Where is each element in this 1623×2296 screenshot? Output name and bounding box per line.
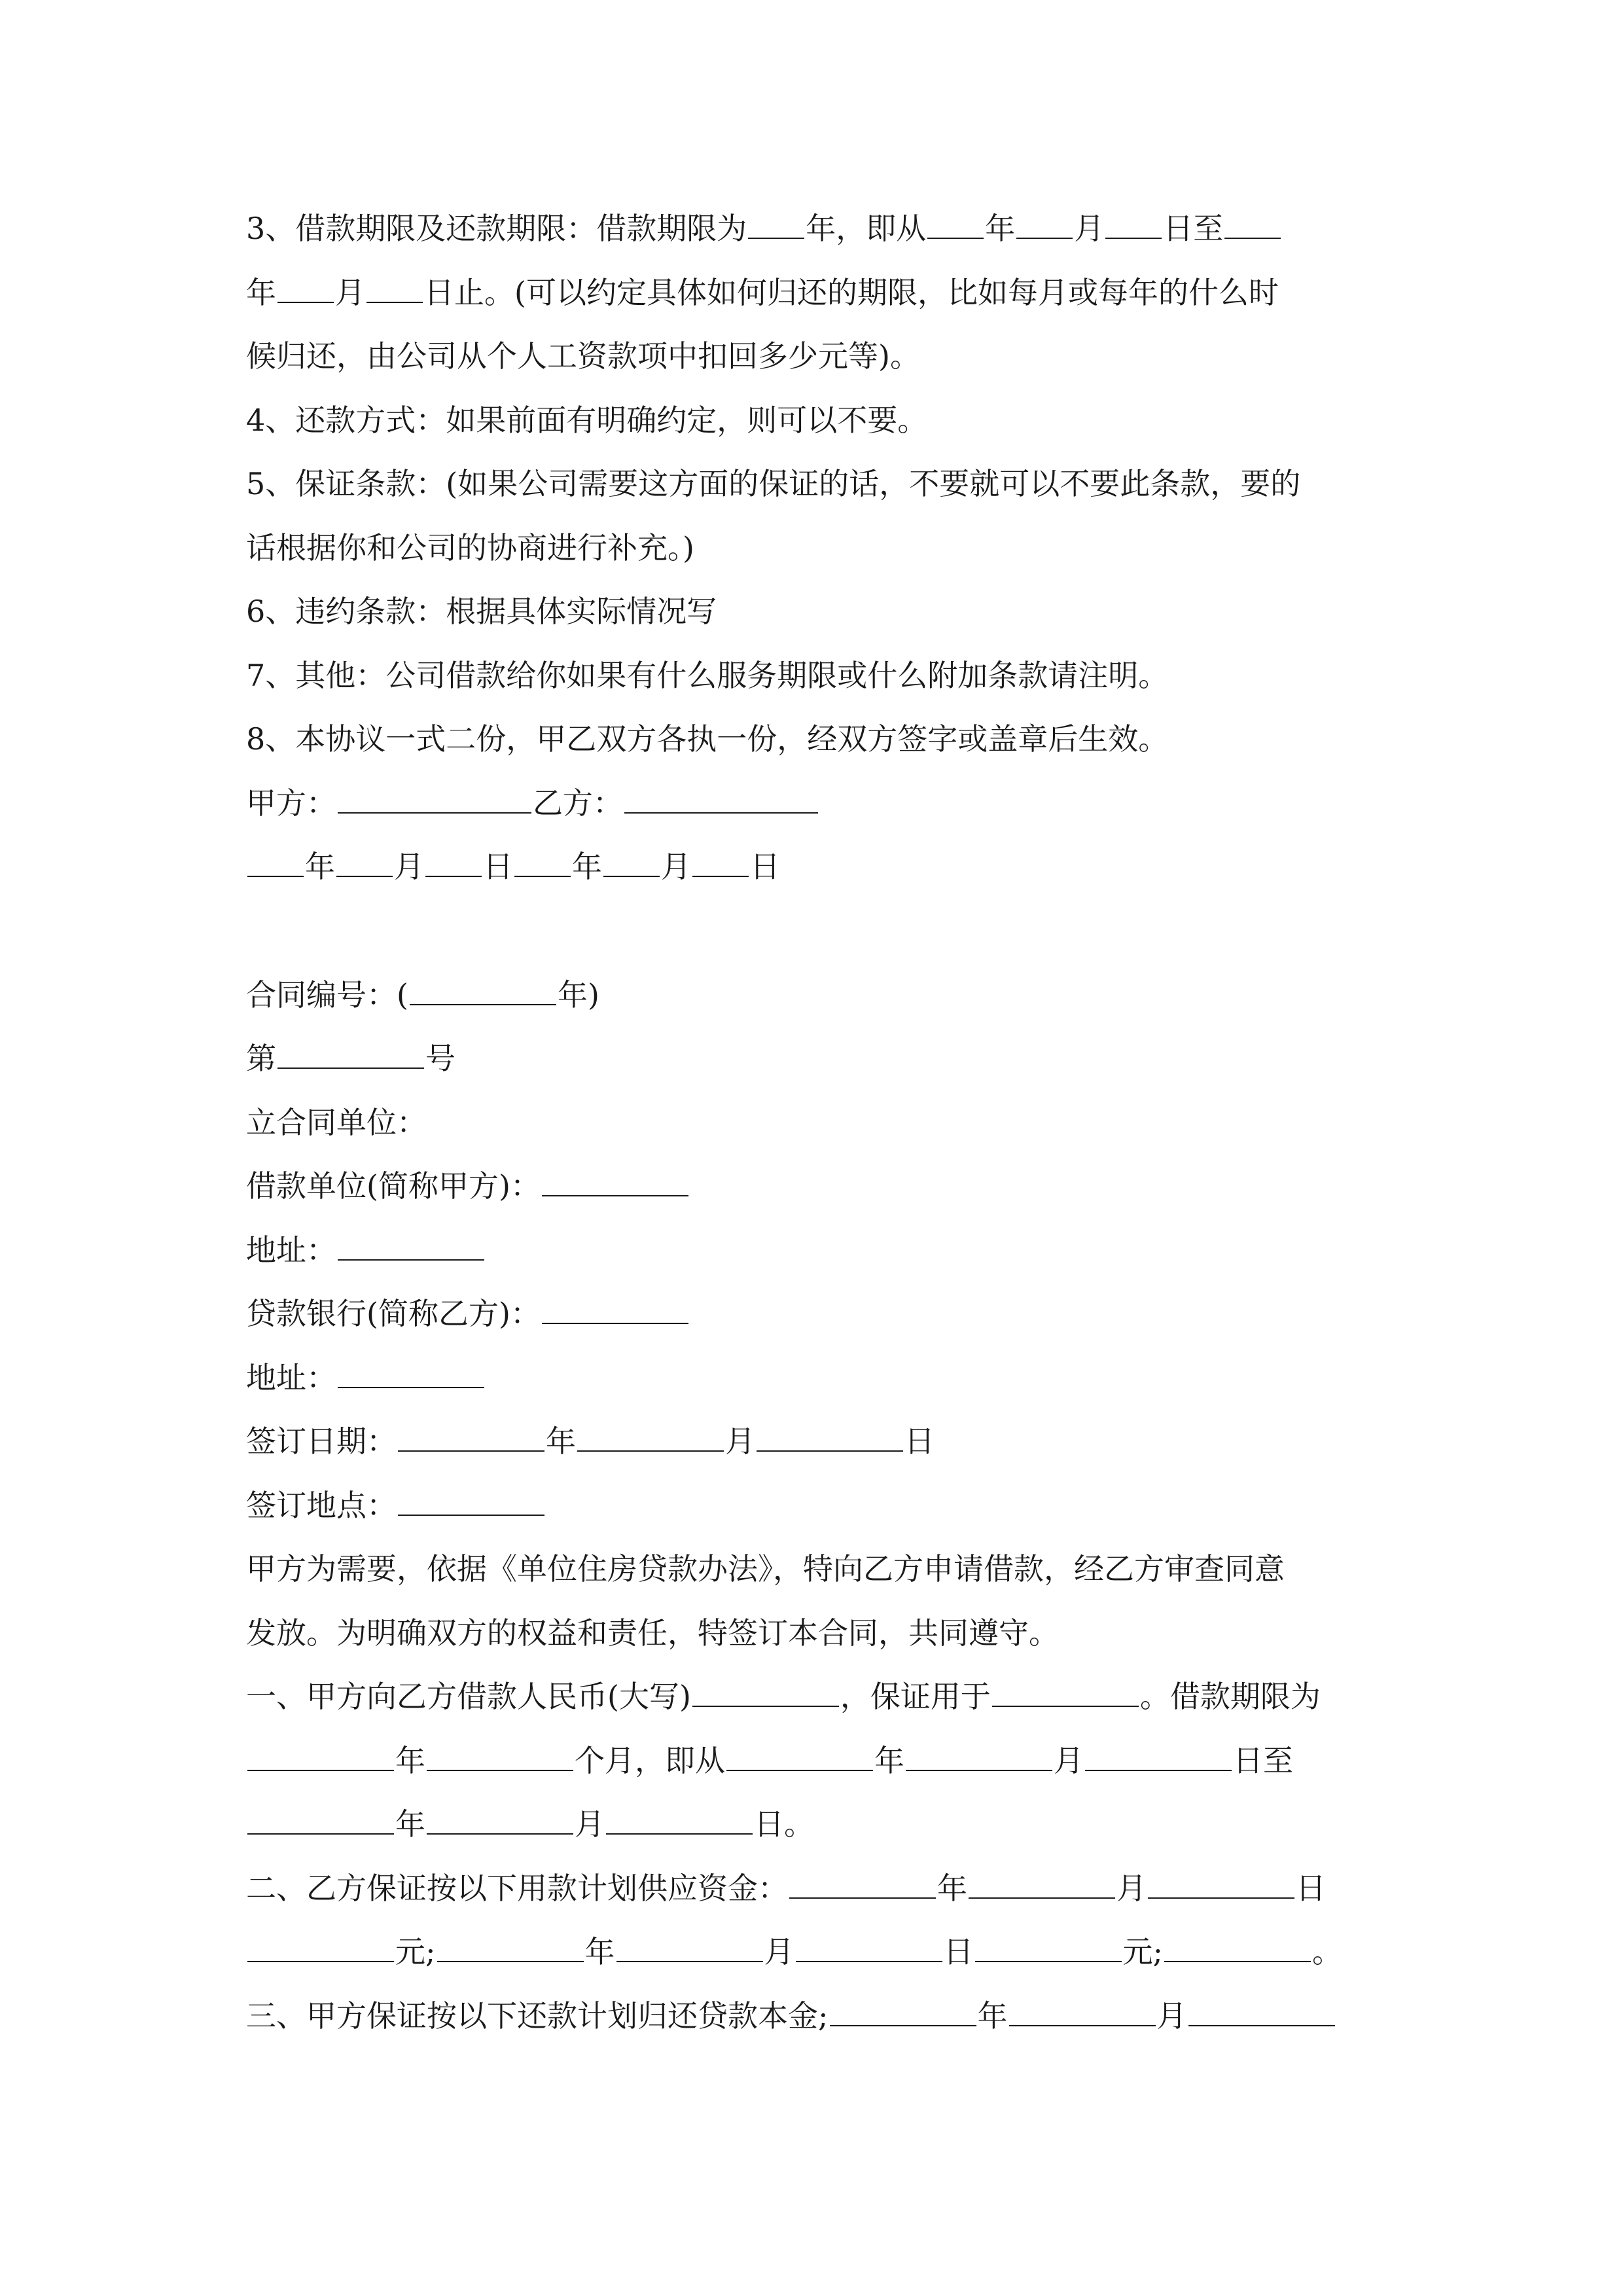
blank-field[interactable]	[606, 1802, 753, 1835]
text-segment: 月	[1156, 1998, 1187, 2034]
party-b-field[interactable]	[624, 781, 818, 814]
blank-field[interactable]	[366, 270, 423, 303]
blank-field[interactable]	[692, 844, 749, 877]
text-segment: 一、甲方向乙方借款人民币(大写)	[246, 1679, 691, 1714]
clause1-line2	[246, 1735, 1378, 1799]
text-segment: 7、其他：公司借款给你如果有什么服务期限或什么附加条款请注明。	[246, 657, 1169, 693]
blank-field[interactable]	[603, 844, 660, 877]
text-segment: 月	[725, 1424, 755, 1459]
party-a-field[interactable]	[338, 781, 531, 814]
blank-field[interactable]	[425, 844, 482, 877]
borrower-address-field[interactable]	[338, 1228, 484, 1261]
text-segment: 贷款银行(简称乙方)：	[246, 1296, 541, 1331]
lender-field[interactable]	[542, 1291, 688, 1324]
text-segment: 话根据你和公司的协商进行补充。)	[246, 529, 694, 565]
blank-field[interactable]	[906, 1738, 1052, 1771]
text-segment: 地址：	[246, 1359, 336, 1395]
text-segment: 月	[1074, 211, 1105, 246]
borrower-address-line	[246, 1225, 1378, 1289]
item5-line2	[246, 522, 1378, 586]
text-segment: 年，即从	[806, 211, 927, 246]
text-segment: 日	[1296, 1870, 1326, 1906]
blank-field[interactable]	[437, 1929, 584, 1962]
text-segment: 第	[246, 1041, 276, 1076]
text-segment: 月	[1054, 1742, 1084, 1778]
blank-field[interactable]	[796, 1929, 942, 1962]
lender-line	[246, 1288, 1378, 1352]
borrower-line	[246, 1160, 1378, 1225]
lender-address-line	[246, 1352, 1378, 1416]
item8-line	[246, 713, 1378, 778]
blank-field[interactable]	[577, 1419, 724, 1452]
text-segment: 年)	[557, 977, 599, 1013]
text-segment: 年	[395, 1742, 425, 1778]
text-segment: 年	[395, 1806, 425, 1842]
sign-place-field[interactable]	[398, 1483, 544, 1516]
text-segment: 日	[943, 1934, 974, 1969]
blank-field[interactable]	[927, 206, 984, 239]
text-segment: 年	[985, 211, 1016, 246]
text-segment: 合同编号：(	[246, 977, 408, 1013]
blank-field[interactable]	[247, 1802, 394, 1835]
text-segment: 4、还款方式：如果前面有明确约定，则可以不要。	[246, 402, 928, 438]
blank-field[interactable]	[247, 1738, 394, 1771]
party-b-label: 乙方：	[533, 785, 623, 821]
text-segment: 日止。(可以约定具体如何归还的期限，比如每月或每年的什么时	[424, 274, 1279, 310]
blank-field[interactable]	[757, 1419, 903, 1452]
item4-line	[246, 395, 1378, 459]
text-segment: 。	[1312, 1934, 1342, 1969]
sign-date-line	[246, 1416, 1378, 1480]
text-segment: 年	[546, 1424, 576, 1459]
blank-field[interactable]	[726, 1738, 873, 1771]
blank-field[interactable]	[748, 206, 804, 239]
text-segment: 元;	[1122, 1934, 1163, 1969]
item3-line1	[246, 203, 1378, 267]
clause1-line1	[246, 1671, 1378, 1735]
text-segment: 立合同单位：	[246, 1104, 427, 1140]
item3-line3	[246, 331, 1378, 395]
text-segment: 年	[572, 849, 602, 884]
text-segment: 日至	[1233, 1742, 1293, 1778]
clause2-line1	[246, 1863, 1378, 1927]
text-segment: 日	[483, 849, 513, 884]
document-page	[246, 203, 1378, 2054]
text-segment: 二、乙方保证按以下用款计划供应资金：	[246, 1870, 788, 1906]
intro-line2	[246, 1607, 1378, 1672]
text-segment: 日。	[754, 1806, 814, 1842]
blank-field[interactable]	[1148, 1866, 1294, 1899]
text-segment: 个月，即从	[575, 1742, 725, 1778]
blank-field[interactable]	[277, 270, 334, 303]
contract-no-field[interactable]	[277, 1036, 424, 1069]
blank-field[interactable]	[1188, 1994, 1335, 2026]
blank-field[interactable]	[1105, 206, 1162, 239]
text-segment: 三、甲方保证按以下还款计划归还贷款本金;	[246, 1998, 829, 2034]
text-segment: 发放。为明确双方的权益和责任，特签订本合同，共同遵守。	[246, 1615, 1059, 1651]
blank-field[interactable]	[789, 1866, 936, 1899]
intro-line1	[246, 1543, 1378, 1607]
text-segment: 年	[937, 1870, 967, 1906]
text-segment: 日	[904, 1424, 935, 1459]
text-segment: 月	[1116, 1870, 1147, 1906]
blank-field[interactable]	[616, 1929, 763, 1962]
contract-number-field[interactable]	[410, 973, 556, 1005]
text-segment: 地址：	[246, 1232, 336, 1268]
signature-date-line	[246, 841, 1378, 905]
amount-field[interactable]	[692, 1674, 839, 1707]
text-segment: 月	[764, 1934, 794, 1969]
text-segment: 月	[335, 274, 365, 310]
text-segment: 日至	[1163, 211, 1224, 246]
item6-line	[246, 586, 1378, 650]
text-segment: 年	[584, 1934, 615, 1969]
text-segment: 。借款期限为	[1139, 1679, 1321, 1714]
text-segment: ，保证用于	[840, 1679, 991, 1714]
sign-place-line	[246, 1480, 1378, 1544]
blank-field[interactable]	[336, 844, 393, 877]
text-segment: 5、保证条款：(如果公司需要这方面的保证的话，不要就可以不要此条款，要的	[246, 466, 1301, 501]
clause2-line2	[246, 1926, 1378, 1990]
text-segment: 年	[874, 1742, 904, 1778]
blank-field[interactable]	[427, 1802, 573, 1835]
text-segment: 元;	[395, 1934, 436, 1969]
item3-line2	[246, 267, 1378, 331]
blank-field[interactable]	[1224, 206, 1281, 239]
signature-line	[246, 778, 1378, 842]
borrower-field[interactable]	[542, 1164, 688, 1196]
text-segment: 甲方为需要，依据《单位住房贷款办法》，特向乙方申请借款，经乙方审查同意	[246, 1551, 1285, 1587]
clause3-line1	[246, 1990, 1378, 2054]
text-segment: 月	[575, 1806, 605, 1842]
purpose-field[interactable]	[992, 1674, 1139, 1707]
blank-field[interactable]	[427, 1738, 573, 1771]
text-segment: 月	[394, 849, 424, 884]
text-segment: 月	[661, 849, 691, 884]
contract-number-line	[246, 969, 1378, 1033]
blank-field[interactable]	[1016, 206, 1073, 239]
item7-line	[246, 650, 1378, 714]
text-segment: 日	[750, 849, 780, 884]
blank-field[interactable]	[830, 1994, 976, 2026]
text-segment: 年	[246, 274, 276, 310]
item5-line1	[246, 458, 1378, 522]
blank-field[interactable]	[247, 1929, 394, 1962]
clause1-line3	[246, 1799, 1378, 1863]
text-segment: 借款单位(简称甲方)：	[246, 1168, 541, 1204]
parties-line	[246, 1097, 1378, 1161]
text-segment: 签订日期：	[246, 1424, 397, 1459]
party-a-label: 甲方：	[246, 785, 336, 821]
text-segment: 候归还，由公司从个人工资款项中扣回多少元等)。	[246, 338, 920, 374]
blank-field[interactable]	[247, 844, 304, 877]
spacer	[246, 905, 1378, 969]
lender-address-field[interactable]	[338, 1355, 484, 1388]
blank-field[interactable]	[398, 1419, 544, 1452]
text-segment: 8、本协议一式二份，甲乙双方各执一份，经双方签字或盖章后生效。	[246, 721, 1169, 757]
item3-text: 3、借款期限及还款期限：借款期限为	[246, 211, 747, 246]
blank-field[interactable]	[1085, 1738, 1232, 1771]
text-segment: 年	[977, 1998, 1008, 2034]
blank-field[interactable]	[1009, 1994, 1156, 2026]
blank-field[interactable]	[514, 844, 571, 877]
blank-field[interactable]	[1164, 1929, 1311, 1962]
blank-field[interactable]	[969, 1866, 1115, 1899]
text-segment: 签订地点：	[246, 1487, 397, 1523]
text-segment: 年	[305, 849, 335, 884]
contract-no-line	[246, 1033, 1378, 1097]
blank-field[interactable]	[975, 1929, 1122, 1962]
text-segment: 号	[425, 1041, 455, 1076]
text-segment: 6、违约条款：根据具体实际情况写	[246, 594, 717, 629]
